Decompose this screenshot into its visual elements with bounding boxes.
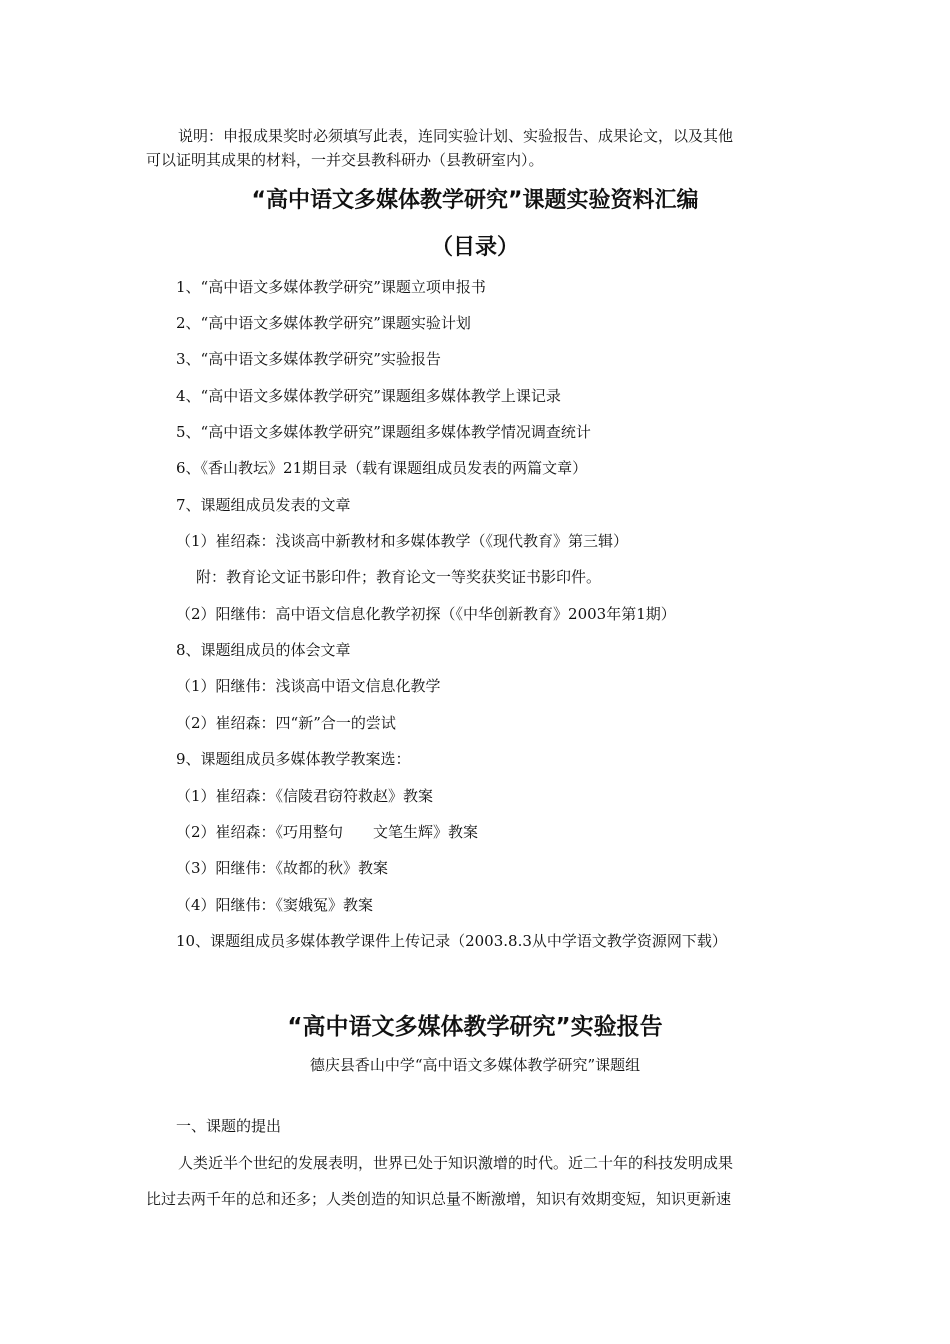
toc-subitem: （1）崔绍森：《信陵君窃符救赵》教案 xyxy=(176,787,434,805)
toc-subitem: （1）阳继伟：浅谈高中语文信息化教学 xyxy=(176,677,441,695)
submission-note-line-2: 可以证明其成果的材料，一并交县教科研办（县教研室内）。 xyxy=(146,151,544,169)
toc-item: 9、课题组成员多媒体教学教案选： xyxy=(176,750,411,768)
toc-subitem: （4）阳继伟：《窦娥冤》教案 xyxy=(176,896,374,914)
toc-item: 7、课题组成员发表的文章 xyxy=(176,496,351,514)
toc-heading: （目录） xyxy=(430,235,519,260)
paragraph-line-2: 比过去两千年的总和还多；人类创造的知识总量不断激增，知识有效期变短，知识更新速 xyxy=(146,1190,732,1208)
toc-subitem: （3）阳继伟：《故都的秋》教案 xyxy=(176,859,389,877)
section-heading: 一、课题的提出 xyxy=(176,1117,282,1135)
toc-item: 4、“高中语文多媒体教学研究”课题组多媒体教学上课记录 xyxy=(176,387,561,405)
report-title: “高中语文多媒体教学研究”实验报告 xyxy=(287,1014,663,1040)
toc-subitem: （1）崔绍森：浅谈高中新教材和多媒体教学（《现代教育》第三辑） xyxy=(176,532,629,550)
compilation-title: “高中语文多媒体教学研究”课题实验资料汇编 xyxy=(251,188,699,213)
report-paragraph xyxy=(146,1145,806,1217)
toc-item: 10、课题组成员多媒体教学课件上传记录（2003.8.3从中学语文教学资源网下载） xyxy=(176,932,727,950)
toc-item: 5、“高中语文多媒体教学研究”课题组多媒体教学情况调查统计 xyxy=(176,423,591,441)
toc-attachment-note: 附：教育论文证书影印件；教育论文一等奖获奖证书影印件。 xyxy=(196,568,602,586)
paragraph-line-1: 人类近半个世纪的发展表明，世界已处于知识激增的时代。近二十年的科技发明成果 xyxy=(178,1154,734,1172)
toc-item: 3、“高中语文多媒体教学研究”实验报告 xyxy=(176,350,441,368)
submission-note xyxy=(146,124,806,172)
toc-subitem: （2）崔绍森：《巧用整句 文笔生辉》教案 xyxy=(176,823,479,841)
submission-note-line-1: 说明：申报成果奖时必须填写此表，连同实验计划、实验报告、成果论文，以及其他 xyxy=(178,127,734,145)
toc-item: 2、“高中语文多媒体教学研究”课题实验计划 xyxy=(176,314,471,332)
report-byline: 德庆县香山中学“高中语文多媒体教学研究”课题组 xyxy=(309,1056,641,1074)
toc-item: 6、《香山教坛》21期目录（载有课题组成员发表的两篇文章） xyxy=(176,459,588,477)
toc-subitem: （2）崔绍森：四“新”合一的尝试 xyxy=(176,714,396,732)
toc-subitem: （2）阳继伟：高中语文信息化教学初探（《中华创新教育》2003年第1期） xyxy=(176,605,676,623)
toc-item: 1、“高中语文多媒体教学研究”课题立项申报书 xyxy=(176,278,486,296)
toc-item: 8、课题组成员的体会文章 xyxy=(176,641,351,659)
